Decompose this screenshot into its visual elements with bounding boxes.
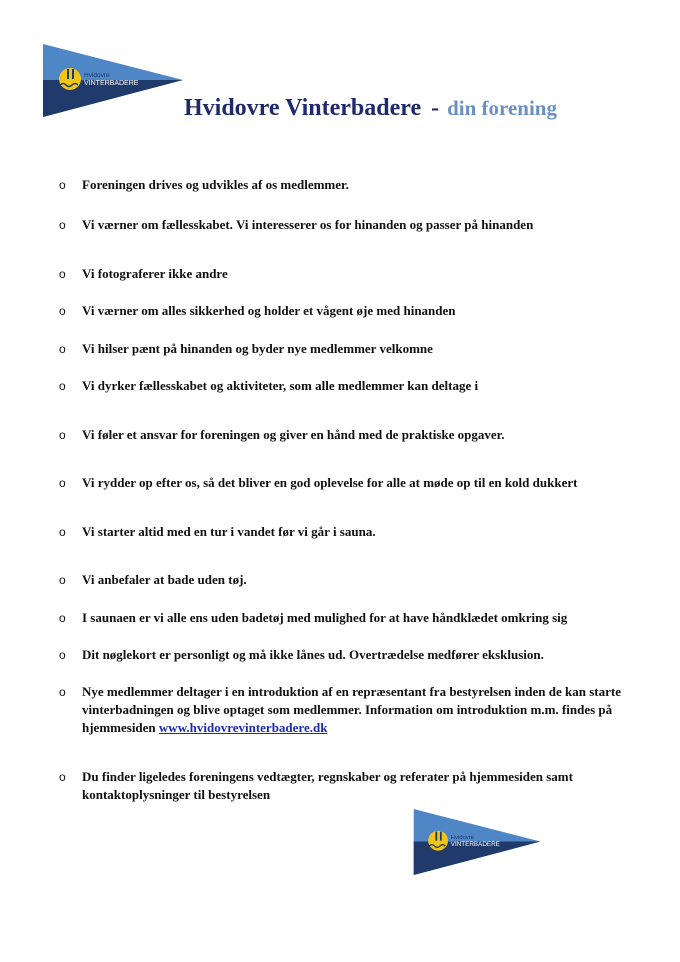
logo-line2: VINTERBADERE [450,841,500,849]
list-item-text: Vi værner om alles sikkerhed og holder et vågent øje med hinanden [82,303,456,318]
list-item [59,426,629,444]
bullet-icon: o [59,573,66,587]
bullet-icon: o [59,770,66,784]
list-item [59,216,629,234]
bullet-icon: o [59,476,66,490]
bullet-icon: o [59,304,66,318]
list-item [59,523,629,541]
title-subtitle: din forening [447,96,557,120]
page-title [184,95,557,122]
list-item [59,302,629,320]
pennant-logo-graphic [413,809,541,875]
bullet-icon: o [59,428,66,442]
pennant-logo-graphic [43,44,183,117]
bullet-icon: o [59,342,66,356]
list-item-text: Vi anbefaler at bade uden tøj. [82,572,247,587]
logo-line1: Hvidovre [84,72,110,79]
list-item-text: Vi føler et ansvar for foreningen og giver en hånd med de praktiske opgaver. [82,427,505,442]
logo-line2: VINTERBADERE [84,80,139,87]
logo-line1: Hvidovre [450,834,474,841]
list-item [59,176,629,194]
bullet-icon: o [59,648,66,662]
list-item [59,646,629,664]
introduction-text: Nye medlemmer deltager i en introduktion af en repræsentant fra bestyrelsen inden de kan starte vinterbadningen og blive optaget som medlemmer. Information om introduktion m.m. findes på hjemmesiden [82,684,621,735]
bullet-icon: o [59,611,66,625]
title-separator: - [431,95,440,121]
list-item-text: Vi hilser pænt på hinanden og byder nye medlemmer velkomne [82,341,433,356]
list-item-text: Vi værner om fællesskabet. Vi interesserer os for hinanden og passer på hinanden [82,217,534,232]
pennant-logo-bottom [413,809,541,875]
list-item-text: I saunaen er vi alle ens uden badetøj med mulighed for at have håndklædet omkring sig [82,610,568,625]
bullet-icon: o [59,685,66,699]
list-item [59,571,629,589]
list-item-closing [59,768,629,804]
bullet-icon: o [59,178,66,192]
title-main: Hvidovre Vinterbadere [184,95,422,121]
list-item-text: Vi dyrker fællesskabet og aktiviteter, som alle medlemmer kan deltage i [82,378,479,393]
bullet-icon: o [59,379,66,393]
list-item [59,609,629,627]
list-item [59,474,629,492]
list-item-text: Dit nøglekort er personligt og må ikke lånes ud. Overtrædelse medfører eksklusion. [82,647,544,662]
list-item-text: Du finder ligeledes foreningens vedtægter, regnskaber og referater på hjemmesiden samt kontaktoplysninger til bestyrelsen [82,769,573,802]
list-item-text [82,683,629,737]
website-link[interactable]: www.hvidovrevinterbadere.dk [158,720,328,735]
bullet-icon: o [59,218,66,232]
list-item [59,340,629,358]
bullet-icon: o [59,525,66,539]
list-item [59,265,629,283]
bullet-icon: o [59,267,66,281]
list-item-text: Vi starter altid med en tur i vandet før vi går i sauna. [82,524,376,539]
pennant-logo-top [43,44,183,117]
list-item-introduction [59,683,629,737]
list-item-text: Foreningen drives og udvikles af os medlemmer. [82,177,349,192]
list-item-text: Vi rydder op efter os, så det bliver en god oplevelse for alle at møde op til en kold dukkert [82,475,578,490]
list-item-text: Vi fotograferer ikke andre [82,266,228,281]
list-item [59,377,629,395]
